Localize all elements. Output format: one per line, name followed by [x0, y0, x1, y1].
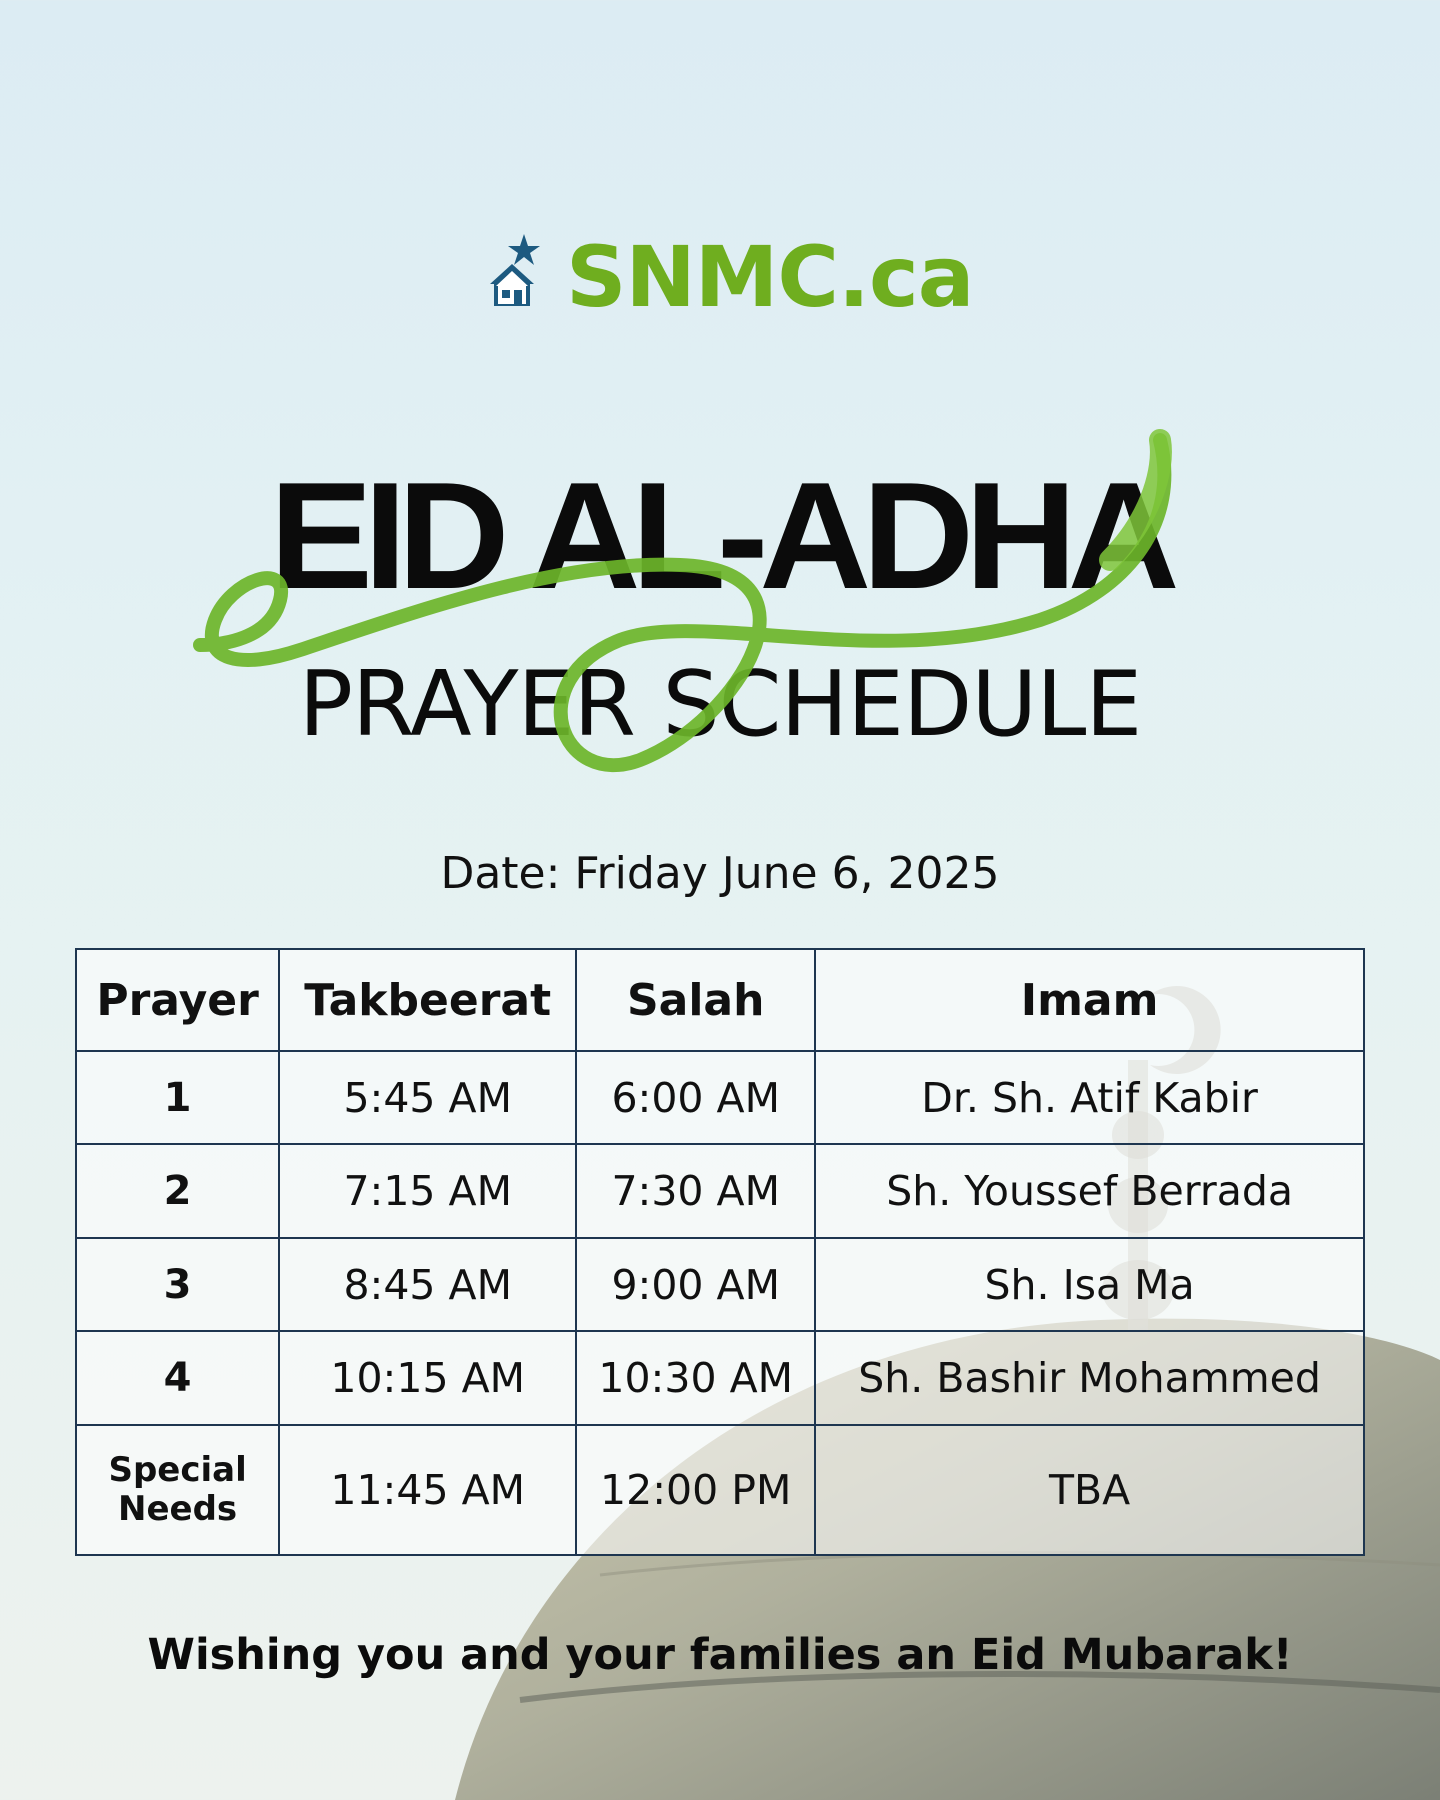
imam-name: Dr. Sh. Atif Kabir	[815, 1051, 1364, 1144]
page-title: EID AL-ADHA	[269, 451, 1171, 621]
special-label-line1: Special	[108, 1449, 247, 1490]
salah-time: 12:00 PM	[576, 1425, 815, 1555]
imam-name: Sh. Youssef Berrada	[815, 1144, 1364, 1237]
page-subtitle: PRAYER SCHEDULE	[298, 652, 1142, 757]
takbeerat-time: 11:45 AM	[279, 1425, 576, 1555]
crescent-star-house-icon	[466, 224, 560, 330]
table-header-row	[76, 949, 1364, 1051]
header-takbeerat: Takbeerat	[279, 949, 576, 1051]
snmc-logo[interactable]	[466, 224, 973, 330]
table-row	[76, 1331, 1364, 1424]
header-prayer: Prayer	[76, 949, 279, 1051]
salah-time: 6:00 AM	[576, 1051, 815, 1144]
prayer-schedule-table	[75, 948, 1365, 1556]
prayer-special-needs	[76, 1425, 279, 1555]
eid-greeting: Wishing you and your families an Eid Mubarak!	[147, 1630, 1293, 1680]
event-date: Date: Friday June 6, 2025	[440, 848, 1000, 899]
header-imam: Imam	[815, 949, 1364, 1051]
salah-time: 7:30 AM	[576, 1144, 815, 1237]
table-row	[76, 1144, 1364, 1237]
prayer-number: 1	[76, 1051, 279, 1144]
prayer-number: 4	[76, 1331, 279, 1424]
salah-time: 10:30 AM	[576, 1331, 815, 1424]
imam-name: Sh. Isa Ma	[815, 1238, 1364, 1331]
prayer-number: 3	[76, 1238, 279, 1331]
imam-name: Sh. Bashir Mohammed	[815, 1331, 1364, 1424]
salah-time: 9:00 AM	[576, 1238, 815, 1331]
table-row	[76, 1425, 1364, 1555]
imam-name: TBA	[815, 1425, 1364, 1555]
takbeerat-time: 5:45 AM	[279, 1051, 576, 1144]
header-salah: Salah	[576, 949, 815, 1051]
table-row	[76, 1051, 1364, 1144]
title-block	[0, 451, 1440, 790]
table-row	[76, 1238, 1364, 1331]
takbeerat-time: 10:15 AM	[279, 1331, 576, 1424]
special-label-line2: Needs	[118, 1488, 238, 1529]
takbeerat-time: 7:15 AM	[279, 1144, 576, 1237]
prayer-number: 2	[76, 1144, 279, 1237]
takbeerat-time: 8:45 AM	[279, 1238, 576, 1331]
logo-text: SNMC.ca	[566, 228, 974, 326]
